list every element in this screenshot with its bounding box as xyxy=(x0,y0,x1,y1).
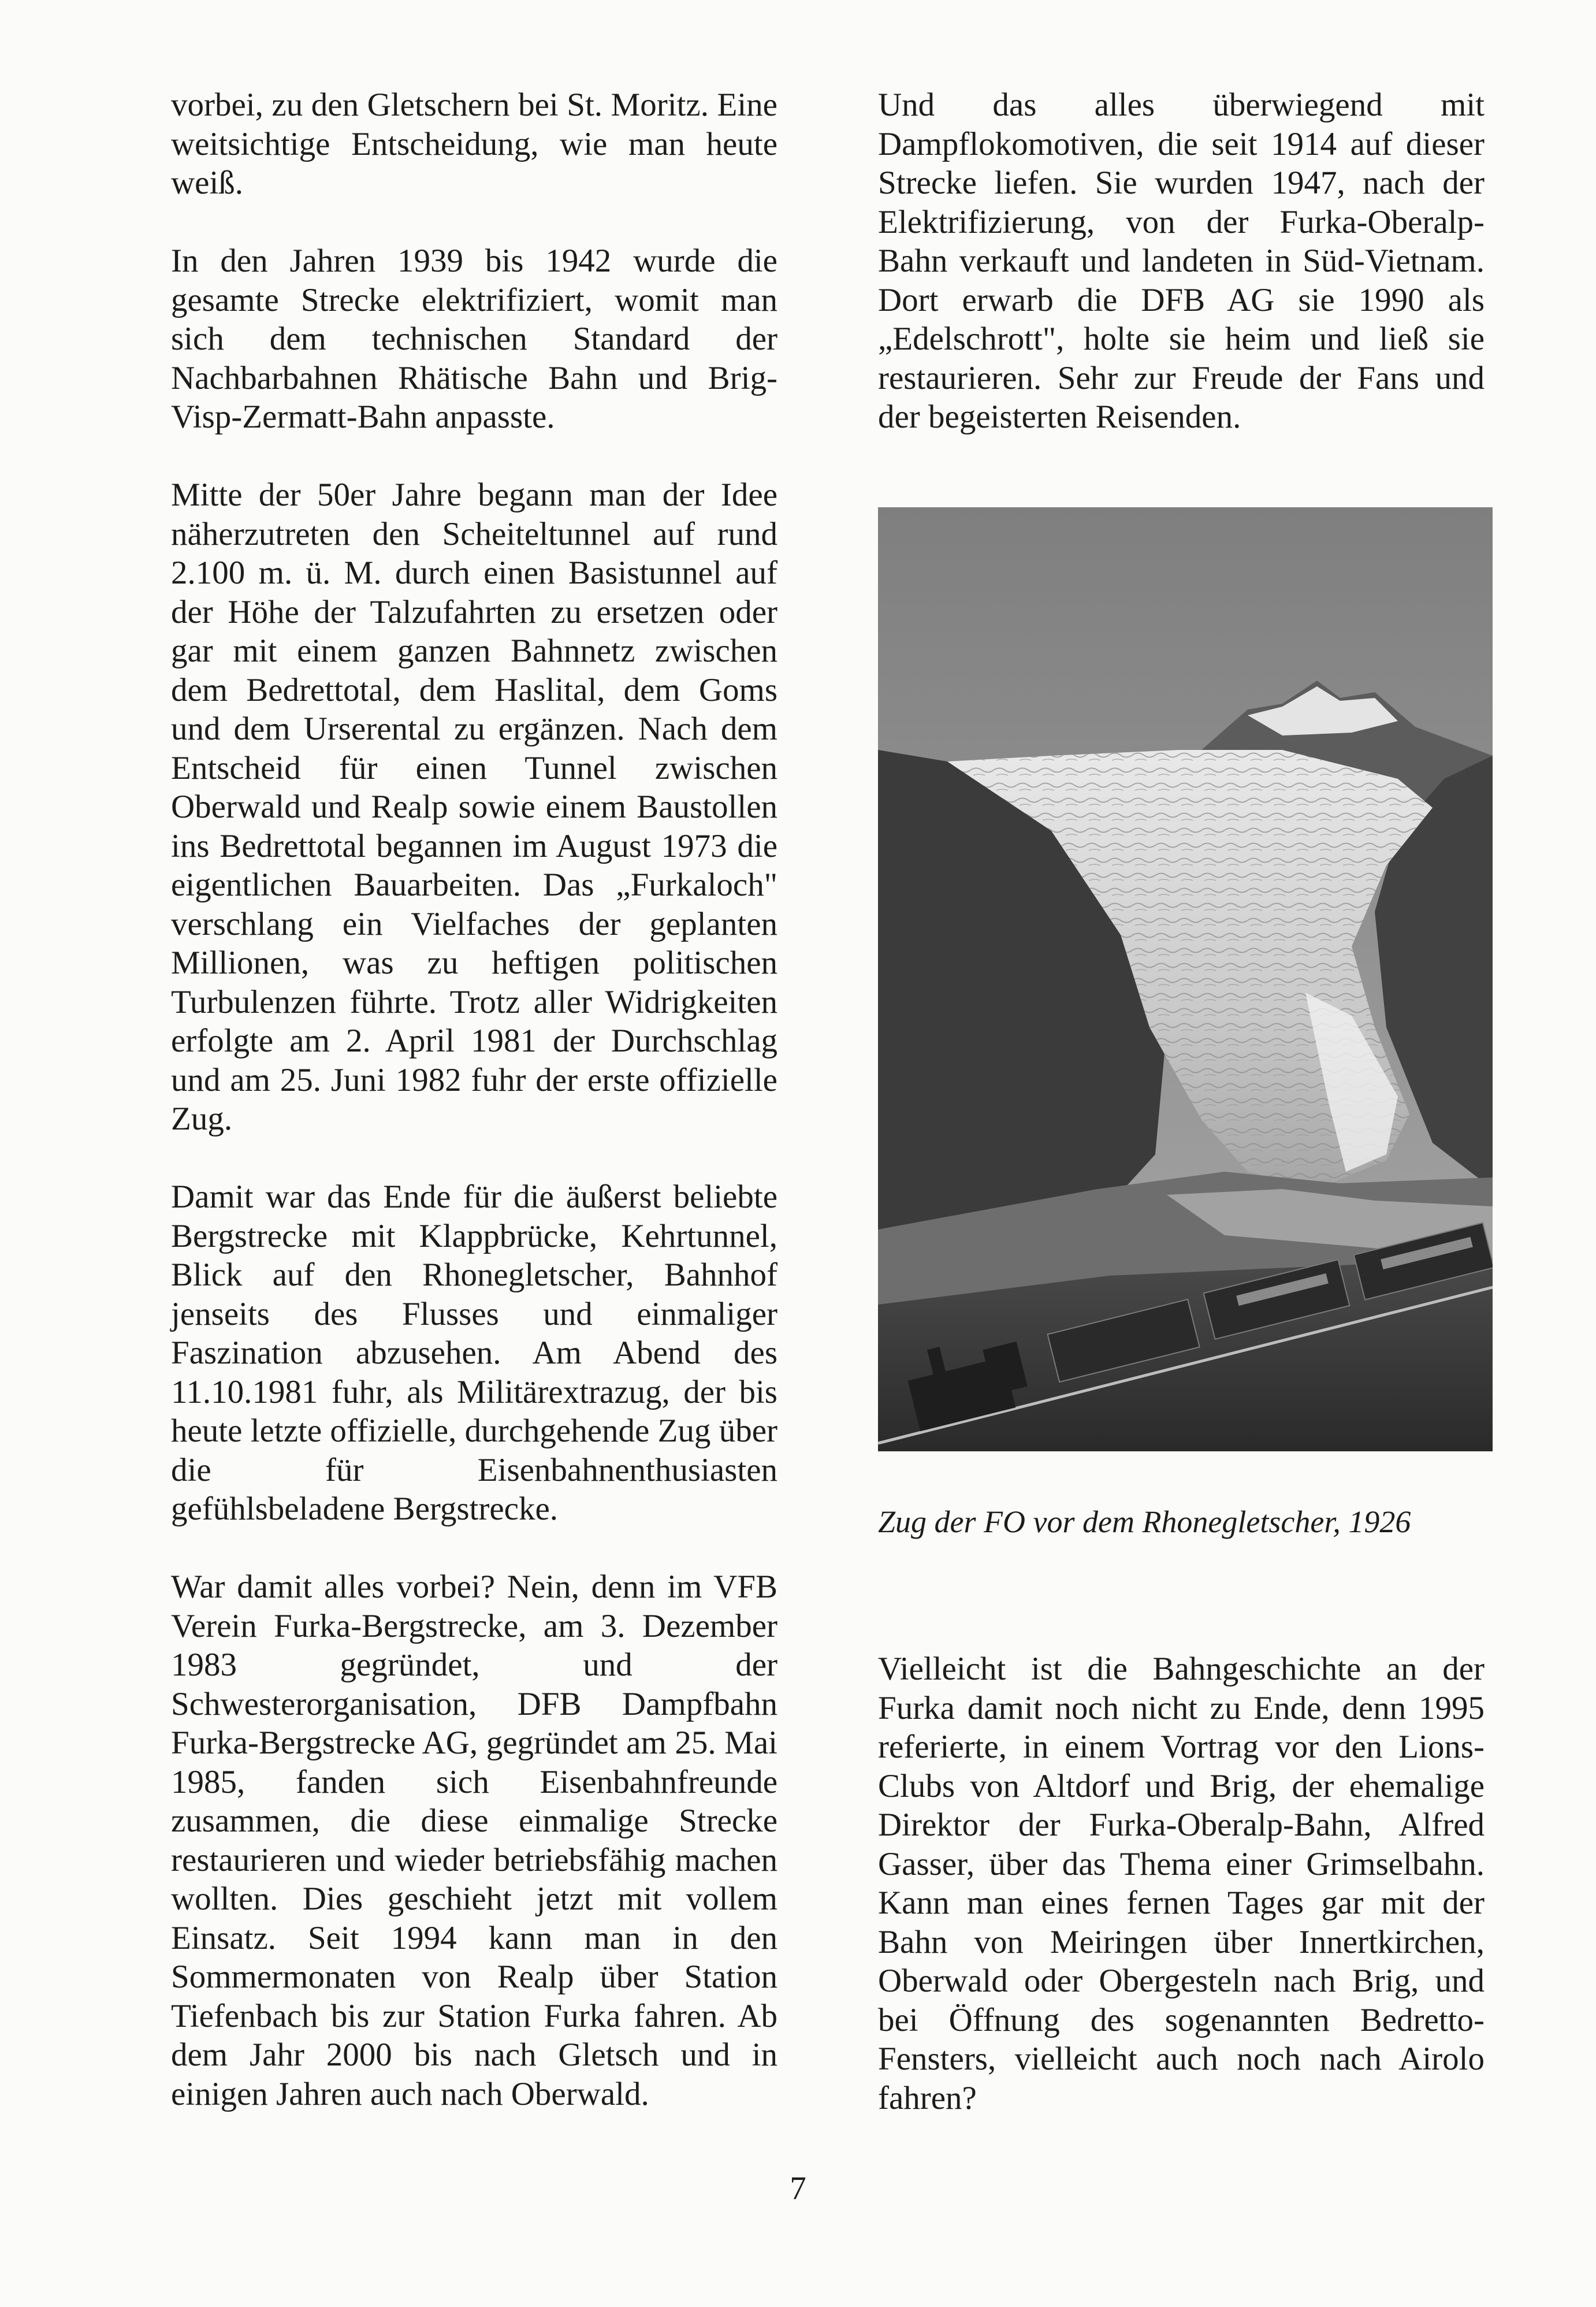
glacier-train-photo xyxy=(878,507,1493,1451)
left-paragraph-5: War damit alles vorbei? Nein, denn im VFB Verein Furka-Bergstrecke, am 3. Dezember 1983 gegründet, und der Schwesterorganisation, DFB Dampfbahn Furka-Bergstrecke AG, gegründet am 25. Mai 1985, fanden sich Eisenbahnfreunde zusammen, die diese einmalige Strecke restaurieren und wieder betriebsfähig machen wollten. Dies geschieht jetzt mit vollem Einsatz. Seit 1994 kann man in den Sommermonaten von Realp über Station Tiefenbach bis zur Station Furka fahren. Ab dem Jahr 2000 bis nach Gletsch und in einigen Jahren auch nach Oberwald. xyxy=(171,1569,777,2112)
right-column-top xyxy=(878,86,1485,437)
photo-caption: Zug der FO vor dem Rhonegletscher, 1926 xyxy=(878,1504,1411,1539)
right-column-bottom xyxy=(878,1650,1485,2117)
right-paragraph-2: Vielleicht ist die Bahngeschichte an der Furka damit noch nicht zu Ende, denn 1995 referierte, in einem Vortrag vor den Lions-Clubs von Altdorf und Brig, der ehemalige Direktor der Furka-Oberalp-Bahn, Alfred Gasser, über das Thema einer Grimselbahn. Kann man eines fernen Tages gar mit der Bahn von Meiringen über Innertkirchen, Oberwald oder Obergesteln nach Brig, und bei Öffnung des sogenannten Bedretto-Fensters, vielleicht auch noch nach Airolo fahren? xyxy=(878,1651,1485,2116)
left-paragraph-4: Damit war das Ende für die äußerst beliebte Bergstrecke mit Klappbrücke, Kehrtunnel, Blick auf den Rhonegletscher, Bahnhof jenseits des Flusses und einmaliger Faszination abzusehen. Am Abend des 11.10.1981 fuhr, als Militärextrazug, der bis heute letzte offizielle, durchgehende Zug über die für Eisenbahnenthusiasten gefühlsbeladene Bergstrecke. xyxy=(171,1179,777,1527)
left-paragraph-2: In den Jahren 1939 bis 1942 wurde die gesamte Strecke elektrifiziert, womit man sich dem technischen Standard der Nachbarbahnen Rhätische Bahn und Brig-Visp-Zermatt-Bahn anpasste. xyxy=(171,243,777,435)
page-number: 7 xyxy=(790,2170,806,2206)
left-paragraph-1: vorbei, zu den Gletschern bei St. Moritz. Eine weitsichtige Entscheidung, wie man heute weiß. xyxy=(171,87,777,201)
left-paragraph-3: Mitte der 50er Jahre begann man der Idee näherzutreten den Scheiteltunnel auf rund 2.100 m. ü. M. durch einen Basistunnel auf der Höhe der Talzufahrten zu ersetzen oder gar mit einem ganzen Bahnnetz zwischen dem Bedrettotal, dem Haslital, dem Goms und dem Urserental zu ergänzen. Nach dem Entscheid für einen Tunnel zwischen Oberwald und Realp sowie einem Baustollen ins Bedrettotal begannen im August 1973 die eigentlichen Bauarbeiten. Das „Furkaloch" verschlang ein Vielfaches der geplanten Millionen, was zu heftigen politischen Turbulenzen führte. Trotz aller Widrigkeiten erfolgte am 2. April 1981 der Durchschlag und am 25. Juni 1982 fuhr der erste offizielle Zug. xyxy=(171,477,777,1137)
right-paragraph-1: Und das alles überwiegend mit Dampflokomotiven, die seit 1914 auf dieser Strecke liefen. Sie wurden 1947, nach der Elektrifizierung, von der Furka-Oberalp-Bahn verkauft und landeten in Süd-Vietnam. Dort erwarb die DFB AG sie 1990 als „Edelschrott", holte sie heim und ließ sie restaurieren. Sehr zur Freude der Fans und der begeisterten Reisenden. xyxy=(878,87,1485,435)
left-column xyxy=(171,86,777,2113)
